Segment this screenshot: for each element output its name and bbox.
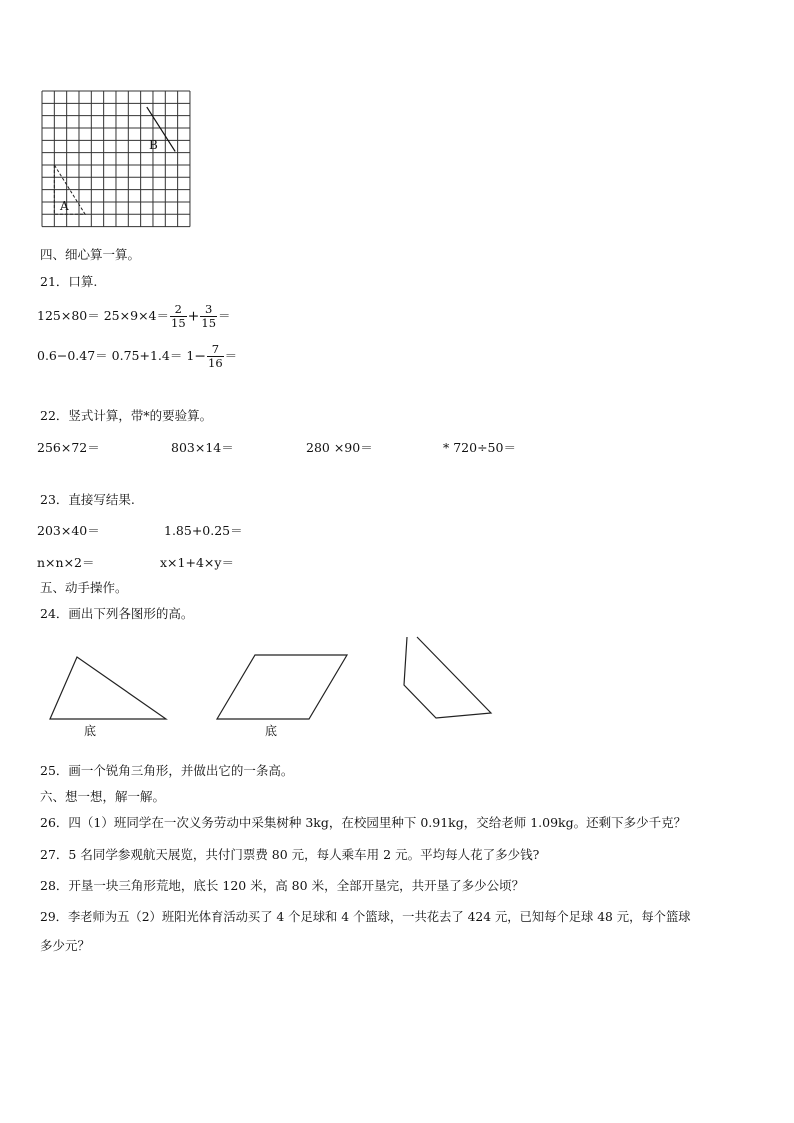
q21-expr-1: 125×80＝ xyxy=(37,308,100,323)
fraction-7-16: $\frac{7}{16}$ xyxy=(208,342,223,370)
section-4-heading: 四、细心算一算。 xyxy=(40,247,141,262)
equals-sign-2: ＝ xyxy=(224,348,238,363)
minus-sign: − xyxy=(194,348,207,365)
fraction-2-15: $\frac{2}{15}$ xyxy=(171,302,186,330)
q23-item-3: n×n×2＝ xyxy=(37,555,95,570)
q26-text: 26．四（1）班同学在一次义务劳动中采集树种 3kg，在校园里种下 0.91kg，交给老师 1.09kg。还剩下多少千克？ xyxy=(40,815,687,830)
base-label-parallelogram: 底 xyxy=(265,724,278,738)
equals-sign: ＝ xyxy=(218,308,231,323)
q25-title: 25．画一个锐角三角形，并做出它的一条高。 xyxy=(40,763,294,778)
q29-text-line-2: 多少元？ xyxy=(40,938,91,953)
q22-item-2: 803×14＝ xyxy=(171,440,234,455)
q22-title: 22．竖式计算，带*的要验算。 xyxy=(40,408,213,423)
q22-item-4: * 720÷50＝ xyxy=(443,440,516,455)
q21-lead-one: 1 xyxy=(186,348,195,363)
q29-text-line-1: 29．李老师为五（2）班阳光体育活动买了 4 个足球和 4 个篮球，一共花去了 424 元，已知每个足球 48 元，每个篮球 xyxy=(40,910,691,924)
quadrilateral-shape xyxy=(404,637,491,718)
plus-sign: + xyxy=(187,308,200,325)
q21-title: 21．口算. xyxy=(40,274,98,289)
triangle-shape xyxy=(50,657,166,719)
section-5-heading: 五、动手操作。 xyxy=(40,580,128,595)
q23-item-4: x×1+4×y＝ xyxy=(160,555,234,570)
q21-expr-2: 25×9×4＝ xyxy=(103,308,169,323)
fraction-3-15: $\frac{3}{15}$ xyxy=(201,302,217,330)
q21-expr-4: 0.6−0.47＝ xyxy=(37,348,108,363)
q21-expr-5: 0.75+1.4＝ xyxy=(111,348,183,363)
q22-item-3: 280 ×90＝ xyxy=(306,440,373,455)
label-a: A xyxy=(60,199,69,213)
q28-text: 28．开垦一块三角形荒地，底长 120 米，高 80 米，全部开垦完，共开垦了多少公顷？ xyxy=(40,878,525,893)
base-label-triangle: 底 xyxy=(84,724,97,738)
q23-item-2: 1.85+0.25＝ xyxy=(164,523,243,538)
label-b: B xyxy=(149,138,158,152)
q23-item-1: 203×40＝ xyxy=(37,523,100,538)
q22-item-1: 256×72＝ xyxy=(37,440,100,455)
q23-title: 23．直接写结果. xyxy=(40,492,135,507)
parallelogram-shape xyxy=(217,655,347,719)
q24-title: 24．画出下列各图形的高。 xyxy=(40,606,194,621)
section-6-heading: 六、想一想，解一解。 xyxy=(40,789,166,804)
q27-text: 27．5 名同学参观航天展览，共付门票费 80 元，每人乘车用 2 元。平均每人花了多少钱? xyxy=(40,847,540,862)
